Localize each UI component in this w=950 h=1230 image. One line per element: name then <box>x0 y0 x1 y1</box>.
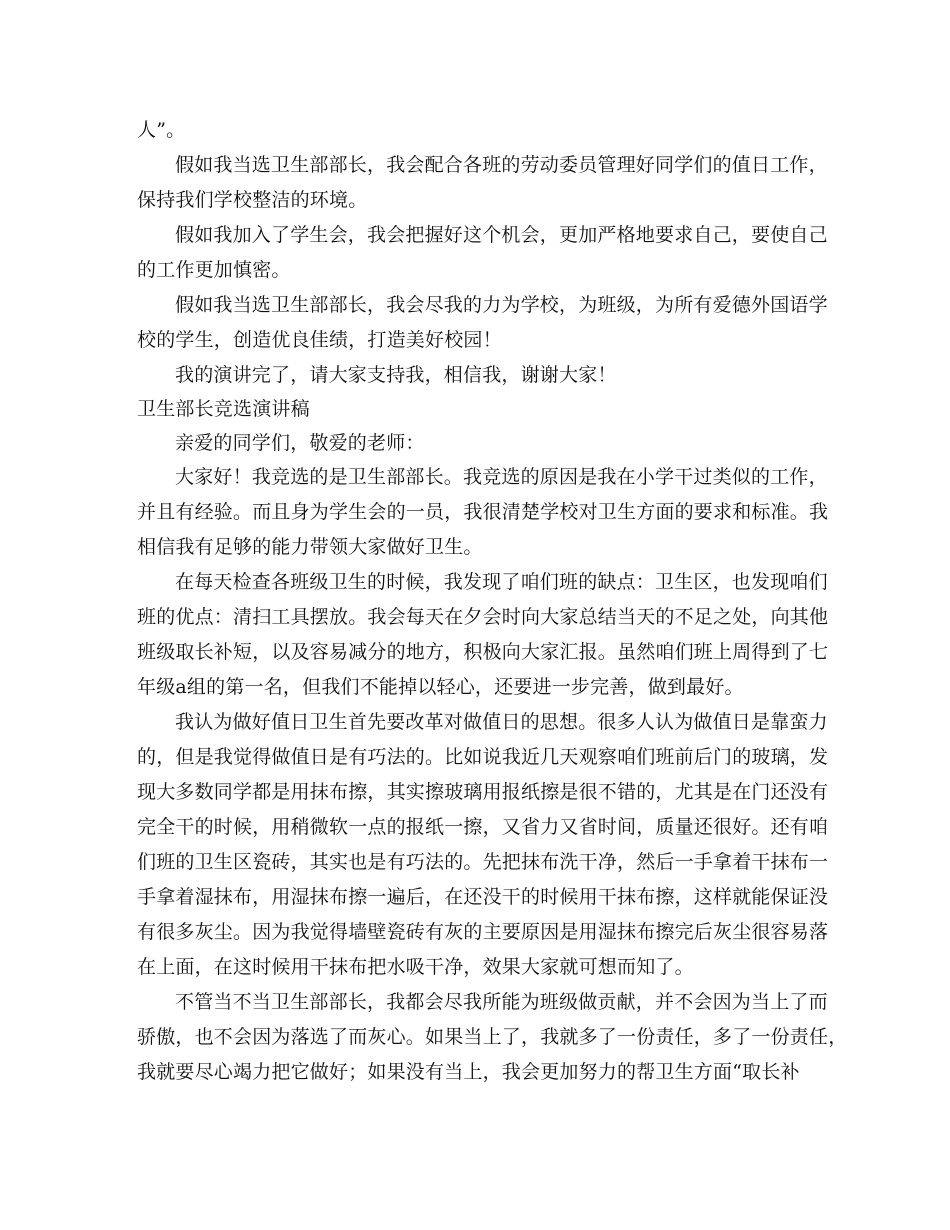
text-line: 在上面，在这时候用干抹布把水吸干净，效果大家就可想而知了。 <box>137 956 694 978</box>
text-line: 并且有经验。而且身为学生会的一员，我很清楚学校对卫生方面的要求和标准。我 <box>137 501 829 523</box>
paragraph-line: 我的演讲完了，请大家支持我，相信我，谢谢大家！ <box>175 364 617 386</box>
text-line: 的工作更加慎密。 <box>137 259 291 281</box>
text-line: 现大多数同学都是用抹布擦，其实擦玻璃用报纸擦是很不错的，尤其是在门还没有 <box>137 781 829 803</box>
text-line: 有很多灰尘。因为我觉得墙壁瓷砖有灰的主要原因是用湿抹布擦完后灰尘很容易落 <box>137 921 829 943</box>
paragraph-line: 不管当不当卫生部部长，我都会尽我所能为班级做贡献，并不会因为当上了而 <box>175 991 828 1013</box>
paragraph-line: 假如我当选卫生部部长，我会配合各班的劳动委员管理好同学们的值日工作， <box>175 154 828 176</box>
paragraph-line: 我认为做好值日卫生首先要改革对做值日的思想。很多人认为做值日是靠蛮力 <box>175 711 828 733</box>
text-line: 人”。 <box>137 119 186 141</box>
text-line: 班的优点：清扫工具摆放。我会每天在夕会时向大家总结当天的不足之处，向其他 <box>137 606 829 628</box>
paragraph-line: 在每天检查各班级卫生的时候，我发现了咱们班的缺点：卫生区，也发现咱们 <box>175 571 828 593</box>
paragraph-line: 假如我加入了学生会，我会把握好这个机会，更加严格地要求自己，要使自己 <box>175 224 828 246</box>
paragraph-line: 假如我当选卫生部部长，我会尽我的力为学校，为班级，为所有爱德外国语学 <box>175 294 828 316</box>
text-line: 年级a组的第一名，但我们不能掉以轻心，还要进一步完善，做到最好。 <box>137 676 744 698</box>
text-line: 的，但是我觉得做值日是有巧法的。比如说我近几天观察咱们班前后门的玻璃，发 <box>137 746 829 768</box>
salutation-line: 亲爱的同学们，敬爱的老师： <box>175 432 425 454</box>
text-line: 骄傲，也不会因为落选了而灰心。如果当上了，我就多了一份责任，多了一份责任， <box>137 1026 848 1048</box>
text-line: 们班的卫生区瓷砖，其实也是有巧法的。先把抹布洗干净，然后一手拿着干抹布一 <box>137 851 829 873</box>
text-line: 完全干的时候，用稍微软一点的报纸一擦，又省力又省时间，质量还很好。还有咱 <box>137 816 829 838</box>
text-line: 班级取长补短，以及容易减分的地方，积极向大家汇报。虽然咱们班上周得到了七 <box>137 641 829 663</box>
text-line: 手拿着湿抹布，用湿抹布擦一遍后，在还没干的时候用干抹布擦，这样就能保证没 <box>137 886 829 908</box>
text-line: 我就要尽心竭力把它做好；如果没有当上，我会更加努力的帮卫生方面“取长补 <box>137 1061 800 1083</box>
text-line: 相信我有足够的能力带领大家做好卫生。 <box>137 536 483 558</box>
text-line: 校的学生，创造优良佳绩，打造美好校园！ <box>137 329 502 351</box>
section-title: 卫生部长竞选演讲稿 <box>137 398 310 420</box>
paragraph-line: 大家好！我竞选的是卫生部部长。我竞选的原因是我在小学干过类似的工作， <box>175 466 828 488</box>
text-line: 保持我们学校整洁的环境。 <box>137 189 368 211</box>
